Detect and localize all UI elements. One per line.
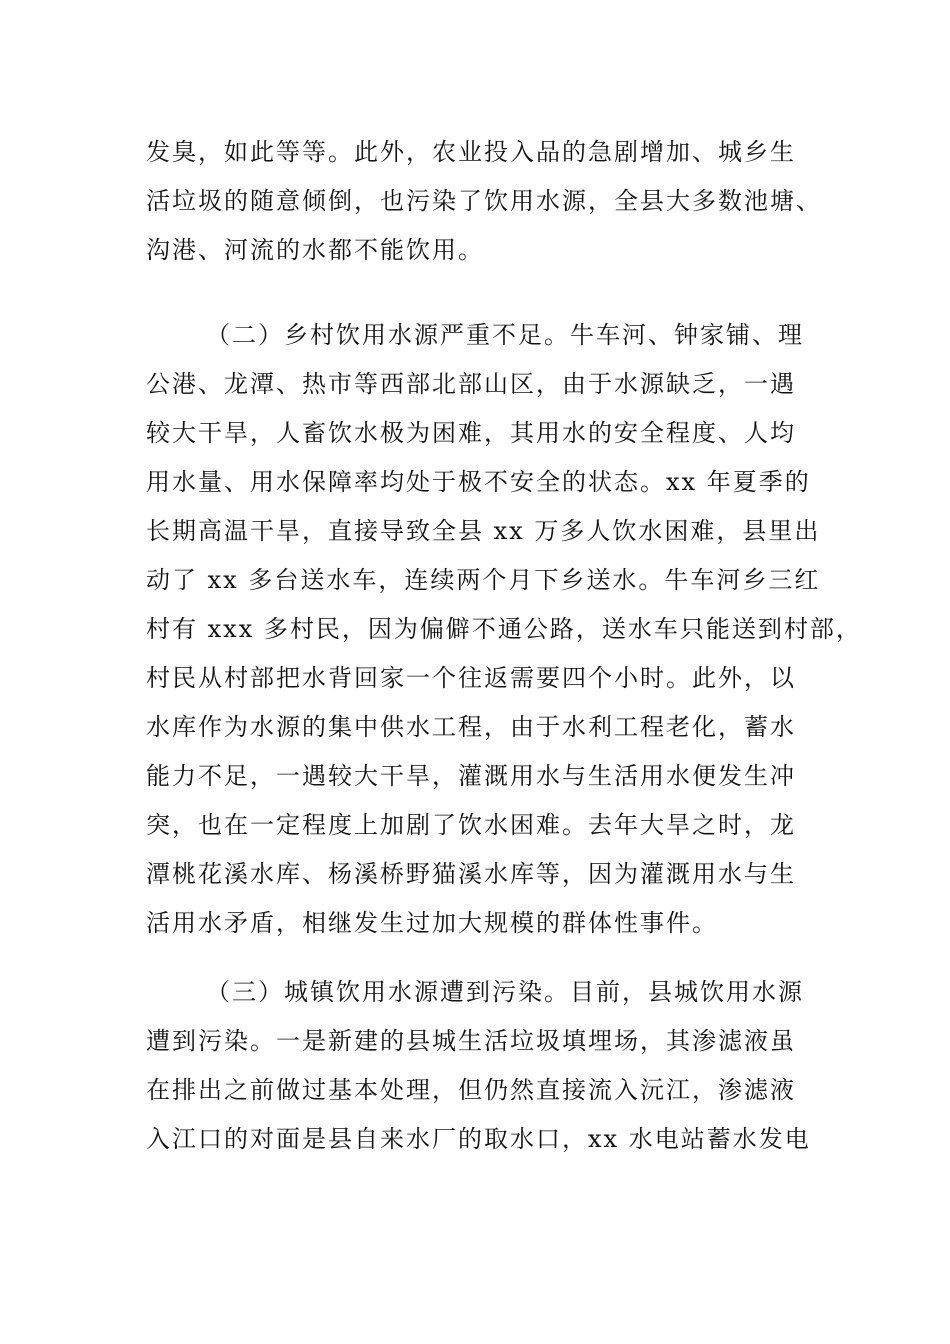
text-line: 发臭，如此等等。此外，农业投入品的急剧增加、城乡生 — [146, 138, 796, 166]
text-line: （二）乡村饮用水源严重不足。牛车河、钟家铺、理 — [206, 321, 804, 349]
paragraph-1 — [146, 128, 846, 275]
text-line: 遭到污染。一是新建的县城生活垃圾填埋场，其渗滤液虽 — [146, 1027, 796, 1055]
text-line: 活用水矛盾，相继发生过加大规模的群体性事件。 — [146, 909, 718, 937]
paragraph-2 — [146, 311, 862, 948]
text-line: 突，也在一定程度上加剧了饮水困难。去年大旱之时，龙 — [146, 811, 796, 839]
text-line: 在排出之前做过基本处理，但仍然直接流入沅江，渗滤液 — [146, 1076, 796, 1104]
text-line: 水库作为水源的集中供水工程，由于水利工程老化，蓄水 — [146, 713, 796, 741]
text-line: 用水量、用水保障率均处于极不安全的状态。xx 年夏季的 — [146, 468, 811, 496]
text-line: 村民从村部把水背回家一个往返需要四个小时。此外，以 — [146, 664, 796, 692]
text-line: （三）城镇饮用水源遭到污染。目前，县城饮用水源 — [206, 978, 804, 1006]
text-line: 潭桃花溪水库、杨溪桥野猫溪水库等，因为灌溉用水与生 — [146, 860, 796, 888]
text-line: 长期高温干旱，直接导致全县 xx 万多人饮水困难，县里出 — [146, 517, 821, 545]
text-line: 活垃圾的随意倾倒，也污染了饮用水源，全县大多数池塘、 — [146, 187, 822, 215]
text-line: 较大干旱，人畜饮水极为困难，其用水的安全程度、人均 — [146, 419, 796, 447]
text-line: 入江口的对面是县自来水厂的取水口，xx 水电站蓄水发电 — [146, 1125, 811, 1153]
text-line: 村有 xxx 多村民，因为偏僻不通公路，送水车只能送到村部， — [146, 615, 862, 643]
text-line: 公港、龙潭、热市等西部北部山区，由于水源缺乏，一遇 — [146, 370, 796, 398]
text-line: 沟港、河流的水都不能饮用。 — [146, 236, 484, 264]
text-line: 动了 xx 多台送水车，连续两个月下乡送水。牛车河乡三红 — [146, 566, 821, 594]
paragraph-3 — [146, 968, 846, 1164]
text-line: 能力不足，一遇较大干旱，灌溉用水与生活用水便发生冲 — [146, 762, 796, 790]
